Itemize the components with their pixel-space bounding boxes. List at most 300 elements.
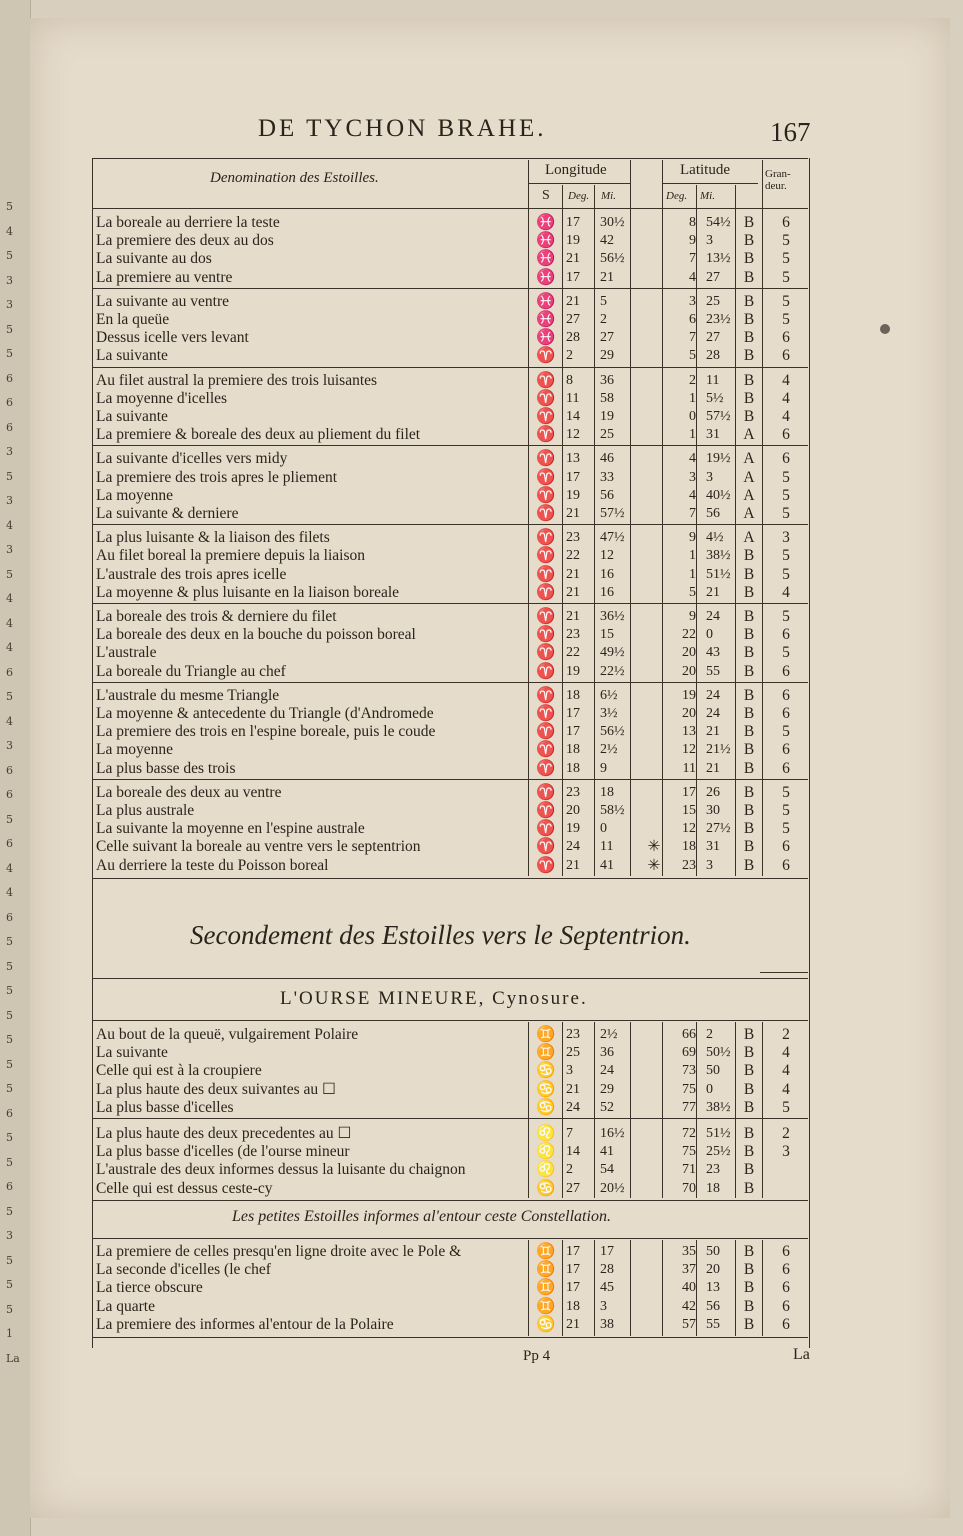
cell-sign: ♈ — [536, 408, 556, 425]
cell-name: La plus basse d'icelles — [96, 1098, 234, 1116]
cell-deg: 19 — [566, 663, 580, 679]
cell-dir: B — [743, 1179, 755, 1197]
group-rule — [92, 603, 808, 604]
table-row — [96, 505, 806, 523]
cell-name: La boreale du Triangle au chef — [96, 662, 286, 680]
cell-name: La plus haute des deux precedentes au ☐ — [96, 1125, 352, 1142]
cell-mag: 6 — [782, 329, 790, 347]
cell-dir: A — [743, 529, 755, 547]
gutter-number: 4 — [6, 714, 13, 728]
cell-ldeg: 11 — [682, 760, 696, 776]
cell-mag: 5 — [782, 250, 790, 268]
table-row — [96, 723, 806, 741]
cell-min: 21 — [600, 269, 614, 285]
cell-name: La moyenne — [96, 741, 174, 759]
section-title: Secondement des Estoilles vers le Septentrion. — [190, 920, 691, 950]
cell-name: La plus australe — [96, 802, 195, 819]
cell-deg: 7 — [566, 1126, 573, 1141]
group-rule — [92, 682, 808, 683]
cell-deg: 18 — [566, 687, 580, 703]
longitude-underline — [528, 183, 630, 184]
cell-deg: 13 — [566, 451, 580, 467]
cell-sign: ♈ — [536, 505, 556, 522]
cell-mag: 6 — [782, 838, 790, 856]
gutter-number: 3 — [6, 445, 13, 458]
cell-min: 45 — [600, 1280, 614, 1296]
cell-dir: A — [743, 505, 755, 522]
cell-deg: 17 — [566, 1262, 580, 1278]
cell-ldeg: 1 — [689, 548, 696, 564]
cell-mag: 6 — [782, 1297, 790, 1315]
cell-sign: ♈ — [536, 759, 556, 777]
table-row — [96, 1316, 806, 1334]
cell-mag: 5 — [782, 547, 790, 565]
cell-sign: ♈ — [536, 723, 556, 741]
cell-name: La premiere des trois en l'espine boreale, puis le coude — [96, 723, 436, 741]
cell-min: 20½ — [600, 1180, 625, 1196]
cell-name: La premiere & boreale des deux au pliement du filet — [96, 426, 421, 444]
cell-ldeg: 22 — [682, 627, 696, 643]
table-row — [96, 705, 806, 723]
cell-mag: 5 — [782, 311, 790, 328]
cell-deg: 21 — [566, 1316, 580, 1332]
cell-sign: ♈ — [536, 856, 556, 874]
col-denomination: Denomination des Estoilles. — [210, 170, 379, 186]
cell-min: 29 — [600, 348, 614, 364]
cell-mag: 6 — [782, 1315, 790, 1333]
cell-deg: 17 — [566, 215, 580, 230]
cell-mag: 6 — [782, 741, 790, 759]
cell-mag: 3 — [782, 1143, 790, 1161]
gutter-number: 5 — [6, 1302, 13, 1316]
cell-name: La suivante d'icelles vers midy — [96, 450, 288, 468]
cell-name: La plus haute des deux suivantes au ☐ — [96, 1080, 336, 1098]
gutter-number: 5 — [6, 200, 13, 213]
cell-dir: B — [743, 705, 755, 722]
table-row — [96, 1298, 806, 1316]
cell-min: 3 — [600, 1298, 607, 1314]
cell-mag: 4 — [782, 371, 790, 389]
cell-name: L'australe des deux informes dessus la luisante du chaignon — [96, 1161, 466, 1179]
table-row — [96, 1026, 806, 1044]
cell-name: La suivante au ventre — [96, 292, 229, 310]
table-row — [96, 584, 806, 602]
cell-name: La suivante & derniere — [96, 505, 239, 522]
cell-min: 36 — [600, 1045, 614, 1061]
cell-ldeg: 1 — [689, 390, 696, 406]
cell-sign: ♈ — [536, 468, 556, 486]
cell-min: 6½ — [600, 687, 618, 703]
cell-lmin: 54½ — [706, 215, 731, 230]
cell-sign: ♓ — [536, 214, 556, 231]
cell-deg: 14 — [566, 409, 580, 424]
cell-mag: 2 — [782, 1125, 790, 1142]
gutter-number: 6 — [6, 665, 13, 679]
cell-dir: B — [743, 232, 755, 250]
cell-name: La plus basse d'icelles (de l'ourse mineur — [96, 1143, 350, 1161]
cell-sign: ♈ — [536, 783, 556, 801]
col-longitude: Longitude — [545, 162, 607, 178]
cell-sign: ♈ — [536, 529, 556, 547]
cell-sign: ♓ — [536, 268, 556, 286]
cell-sign: ♋ — [536, 1080, 556, 1098]
gutter-number: 6 — [6, 910, 13, 924]
running-header: DE TYCHON BRAHE. — [258, 115, 547, 142]
table-row — [96, 450, 806, 468]
cell-dir: B — [743, 1297, 755, 1315]
table-row — [96, 802, 806, 820]
gutter-number: 5 — [6, 935, 13, 948]
cell-sign: ♈ — [536, 450, 556, 468]
cell-lmin: 25½ — [706, 1144, 731, 1160]
cell-mag: 4 — [782, 1080, 790, 1098]
table-row — [96, 1062, 806, 1080]
gutter-number: 5 — [6, 1033, 13, 1046]
cell-dir: B — [743, 547, 755, 565]
cell-lmin: 18 — [706, 1180, 720, 1196]
cell-dir: B — [743, 408, 755, 425]
cell-deg: 22 — [566, 645, 580, 661]
cell-lmin: 30 — [706, 803, 720, 818]
cell-lmin: 21 — [706, 724, 720, 740]
table-row — [96, 487, 806, 505]
cell-dir: B — [743, 1044, 755, 1062]
cell-sign: ♈ — [536, 802, 556, 819]
cell-mark: ✳ — [647, 856, 661, 874]
gutter-catchword: La — [6, 1352, 20, 1365]
col-lat-mi: Mi. — [700, 190, 715, 202]
cell-min: 0 — [600, 821, 607, 837]
cell-lmin: 21 — [706, 760, 720, 776]
cell-deg: 19 — [566, 233, 580, 249]
col-latitude: Latitude — [680, 162, 730, 178]
cell-deg: 21 — [566, 251, 580, 267]
cell-lmin: 20 — [706, 1262, 720, 1278]
cell-name: La tierce obscure — [96, 1279, 203, 1297]
cell-lmin: 43 — [706, 645, 720, 661]
cell-dir: B — [743, 1261, 755, 1279]
cell-min: 11 — [600, 839, 614, 855]
cell-ldeg: 1 — [689, 566, 696, 582]
gutter-number: 3 — [6, 1229, 13, 1242]
gutter-number: 5 — [6, 1155, 13, 1169]
cell-name: La premiere de celles presqu'en ligne droite avec le Pole & — [96, 1243, 462, 1260]
cell-min: 16½ — [600, 1126, 625, 1141]
cell-mag: 6 — [782, 705, 790, 722]
cell-deg: 22 — [566, 548, 580, 564]
cell-ldeg: 23 — [682, 857, 696, 873]
cell-name: Au bout de la queuë, vulgairement Polaire — [96, 1026, 359, 1043]
gutter-number: 4 — [6, 518, 13, 532]
cell-name: La boreale au derriere la teste — [96, 214, 280, 231]
cell-ldeg: 37 — [682, 1262, 696, 1278]
cell-deg: 17 — [566, 469, 580, 485]
cell-sign: ♋ — [536, 1098, 556, 1116]
cell-lmin: 51½ — [706, 1126, 731, 1141]
gutter-number: 6 — [6, 763, 13, 777]
cell-lmin: 3 — [706, 469, 713, 485]
cell-name: La plus basse des trois — [96, 759, 236, 777]
cell-dir: B — [743, 268, 755, 286]
cell-ldeg: 20 — [682, 706, 696, 721]
constellation-title: L'OURSE MINEURE, Cynosure. — [280, 988, 588, 1009]
cell-min: 36 — [600, 372, 614, 388]
cell-min: 38 — [600, 1316, 614, 1332]
gutter-number: 3 — [6, 739, 13, 752]
cell-min: 58½ — [600, 803, 625, 818]
informes-top-rule — [92, 1200, 808, 1201]
table-row — [96, 293, 806, 311]
cell-ldeg: 69 — [682, 1045, 696, 1061]
gutter-number: 4 — [6, 861, 13, 875]
cell-lmin: 21 — [706, 584, 720, 600]
gutter-number: 3 — [6, 298, 13, 311]
cell-ldeg: 6 — [689, 312, 696, 327]
gutter-number: 5 — [6, 469, 13, 483]
table-row — [96, 644, 806, 662]
group-rule — [92, 524, 808, 525]
table-row — [96, 214, 806, 232]
cell-mag: 5 — [782, 505, 790, 522]
cell-deg: 23 — [566, 1027, 580, 1042]
cell-lmin: 56 — [706, 1298, 720, 1314]
cell-mag: 5 — [782, 268, 790, 286]
cell-sign: ♊ — [536, 1279, 556, 1297]
cell-lmin: 27½ — [706, 821, 731, 837]
cell-ldeg: 5 — [689, 348, 696, 364]
cell-ldeg: 57 — [682, 1316, 696, 1332]
cell-sign: ♈ — [536, 705, 556, 722]
cell-name: La plus luisante & la liaison des filets — [96, 529, 330, 547]
paper-stain — [880, 324, 890, 334]
cell-name: La suivante au dos — [96, 250, 212, 268]
cell-ldeg: 15 — [682, 803, 696, 818]
cell-sign: ♈ — [536, 741, 556, 759]
group-rule — [92, 445, 808, 446]
table-row — [96, 372, 806, 390]
cell-lmin: 50½ — [706, 1045, 731, 1061]
cell-ldeg: 12 — [682, 742, 696, 758]
cell-lmin: 0 — [706, 1081, 713, 1097]
cell-name: La seconde d'icelles (le chef — [96, 1261, 271, 1279]
cell-min: 33 — [600, 469, 614, 485]
cell-lmin: 55 — [706, 663, 720, 679]
cell-dir: B — [743, 608, 755, 625]
cell-mag: 5 — [782, 292, 790, 310]
cell-dir: B — [743, 565, 755, 583]
table-row — [96, 547, 806, 565]
cell-dir: B — [743, 311, 755, 328]
cell-mag: 5 — [782, 802, 790, 819]
cell-min: 29 — [600, 1081, 614, 1097]
cell-mag: 6 — [782, 856, 790, 874]
cell-name: La quarte — [96, 1297, 155, 1315]
gutter-number: 5 — [6, 322, 13, 336]
cell-name: Celle suivant la boreale au ventre vers le septentrion — [96, 838, 421, 856]
cell-name: La suivante la moyenne en l'espine australe — [96, 820, 365, 838]
cell-min: 46 — [600, 451, 614, 467]
cell-min: 57½ — [600, 506, 625, 521]
cell-lmin: 27 — [706, 269, 720, 285]
gutter-number: 6 — [6, 1180, 13, 1193]
cell-min: 5 — [600, 293, 607, 309]
cell-lmin: 21½ — [706, 742, 731, 758]
cell-dir: B — [743, 838, 755, 856]
cell-min: 25 — [600, 427, 614, 443]
table-row — [96, 1099, 806, 1117]
cell-ldeg: 2 — [689, 372, 696, 388]
cell-dir: B — [743, 723, 755, 741]
cell-lmin: 13 — [706, 1280, 720, 1296]
cell-deg: 18 — [566, 760, 580, 776]
cell-dir: B — [743, 1098, 755, 1116]
cell-sign: ♌ — [536, 1125, 556, 1142]
cell-sign: ♈ — [536, 547, 556, 565]
cell-deg: 17 — [566, 1280, 580, 1296]
cell-mag: 5 — [782, 608, 790, 625]
cell-dir: B — [743, 1062, 755, 1080]
cell-lmin: 31 — [706, 839, 720, 855]
cell-dir: B — [743, 741, 755, 759]
group-rule — [92, 288, 808, 289]
cell-deg: 2 — [566, 348, 573, 364]
cell-min: 56½ — [600, 724, 625, 740]
cell-deg: 21 — [566, 609, 580, 624]
cell-name: La premiere au ventre — [96, 268, 233, 286]
cell-sign: ♈ — [536, 583, 556, 601]
table-row — [96, 1261, 806, 1279]
cell-mag: 6 — [782, 426, 790, 444]
cell-ldeg: 4 — [689, 451, 696, 467]
cell-name: La boreale des deux au ventre — [96, 783, 282, 801]
table-row — [96, 608, 806, 626]
table-row — [96, 663, 806, 681]
informes-title: Les petites Estoilles informes al'entour ceste Constellation. — [232, 1208, 611, 1225]
group-rule — [92, 367, 808, 368]
cell-lmin: 0 — [706, 627, 713, 643]
cell-name: La moyenne d'icelles — [96, 389, 228, 407]
cell-sign: ♈ — [536, 486, 556, 504]
cell-mag: 6 — [782, 347, 790, 365]
cell-lmin: 5½ — [706, 390, 724, 406]
cell-sign: ♌ — [536, 1143, 556, 1161]
gutter-number: 4 — [6, 616, 13, 630]
top-rule — [92, 158, 808, 159]
cell-mag: 6 — [782, 626, 790, 644]
cell-lmin: 19½ — [706, 451, 731, 467]
gutter-number: 5 — [6, 1253, 13, 1267]
cell-mag: 6 — [782, 1261, 790, 1279]
cell-mag: 5 — [782, 468, 790, 486]
cell-ldeg: 4 — [689, 269, 696, 285]
table-row — [96, 347, 806, 365]
cell-dir: B — [743, 250, 755, 268]
cell-dir: B — [743, 644, 755, 662]
gutter-number: 5 — [6, 347, 13, 360]
table-row — [96, 1125, 806, 1143]
cell-ldeg: 5 — [689, 584, 696, 600]
cell-mag: 4 — [782, 583, 790, 601]
cell-mag: 5 — [782, 1098, 790, 1116]
cell-mag: 4 — [782, 1044, 790, 1062]
cell-deg: 27 — [566, 1180, 580, 1196]
cell-name: La premiere des trois apres le pliement — [96, 468, 338, 486]
cell-sign: ♓ — [536, 250, 556, 268]
cell-deg: 8 — [566, 372, 573, 388]
cell-deg: 21 — [566, 584, 580, 600]
cell-ldeg: 13 — [682, 724, 696, 740]
cell-name: Au filet boreal la premiere depuis la liaison — [96, 547, 366, 565]
cell-sign: ♋ — [536, 1179, 556, 1197]
gutter-number: 6 — [6, 396, 13, 409]
table-row — [96, 687, 806, 705]
cell-deg: 23 — [566, 530, 580, 546]
cell-sign: ♋ — [536, 1315, 556, 1333]
cell-ldeg: 7 — [689, 251, 696, 267]
cell-ldeg: 4 — [689, 487, 696, 503]
cell-lmin: 55 — [706, 1316, 720, 1332]
cell-lmin: 50 — [706, 1244, 720, 1259]
cell-ldeg: 7 — [689, 506, 696, 521]
cell-dir: A — [743, 486, 755, 504]
table-row — [96, 232, 806, 250]
cell-ldeg: 17 — [682, 784, 696, 800]
cell-dir: B — [743, 1080, 755, 1098]
cell-sign: ♈ — [536, 626, 556, 644]
signature-mark: Pp 4 — [523, 1348, 551, 1364]
cell-lmin: 25 — [706, 293, 720, 309]
cell-deg: 21 — [566, 506, 580, 521]
cell-dir: B — [743, 1315, 755, 1333]
constellation-rule — [92, 1020, 808, 1021]
cell-min: 2½ — [600, 1027, 618, 1042]
cell-lmin: 31 — [706, 427, 720, 443]
cell-deg: 11 — [566, 390, 580, 406]
gutter-number: 5 — [6, 1082, 13, 1095]
cell-name: L'australe des trois apres icelle — [96, 565, 287, 583]
cell-name: La moyenne & plus luisante en la liaison boreale — [96, 583, 400, 601]
col-s: S — [542, 188, 550, 203]
table-row — [96, 1161, 806, 1179]
table-row — [96, 566, 806, 584]
cell-ldeg: 7 — [689, 330, 696, 346]
cell-dir: A — [743, 450, 755, 468]
cell-deg: 21 — [566, 857, 580, 873]
table-row — [96, 1044, 806, 1062]
cell-name: La premiere des informes al'entour de la Polaire — [96, 1315, 394, 1333]
group-rule — [92, 779, 808, 780]
cell-deg: 24 — [566, 1099, 580, 1115]
cell-min: 12 — [600, 548, 614, 564]
cell-name: En la queüe — [96, 311, 170, 328]
gutter-number: 1 — [6, 1327, 13, 1340]
cell-min: 52 — [600, 1099, 614, 1115]
cell-dir: B — [743, 783, 755, 801]
table-row — [96, 820, 806, 838]
cell-min: 49½ — [600, 645, 625, 661]
header-bottom-rule — [92, 208, 808, 209]
cell-min: 41 — [600, 1144, 614, 1160]
cell-min: 2½ — [600, 742, 618, 758]
table-row — [96, 390, 806, 408]
gutter-number: 5 — [6, 1131, 13, 1144]
gutter-number: 6 — [6, 420, 13, 434]
gutter-number: 6 — [6, 788, 13, 801]
cell-dir: B — [743, 802, 755, 819]
cell-mag: 6 — [782, 214, 790, 231]
cell-min: 41 — [600, 857, 614, 873]
gutter-number: 5 — [6, 1008, 13, 1022]
